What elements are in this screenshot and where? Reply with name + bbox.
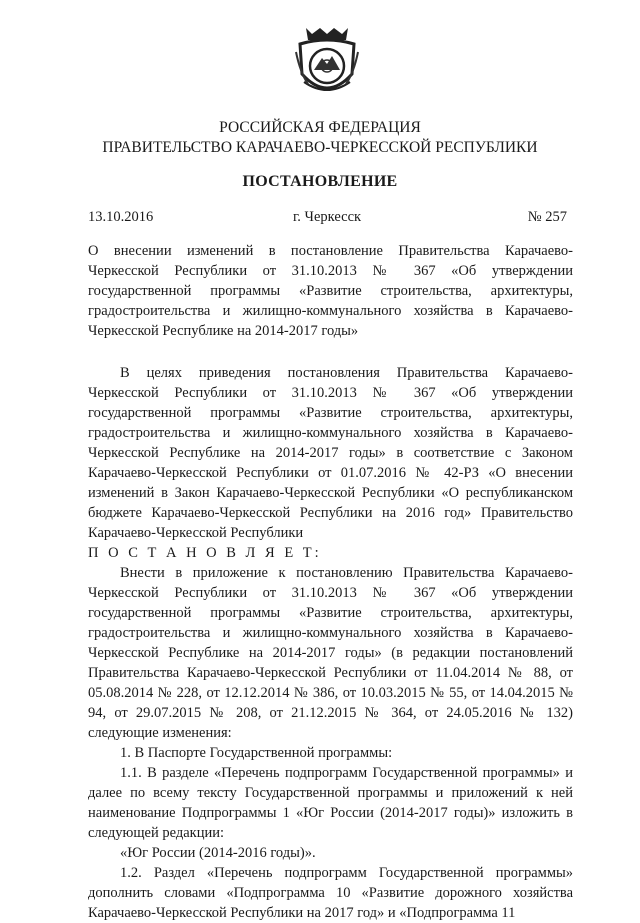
document-date: 13.10.2016 bbox=[88, 209, 154, 225]
changes-paragraph: Внести в приложение к постановлению Правительства Карачаево-Черкесской Республики от 31.10.2013 № 367 «Об утверждении государственной программы «Развитие строительства, архитектуры, градостроительства и жилищно-коммунального хозяйства в Карачаево-Черкесской Республике на 2014-2017 годы» (в редакции постановлений Правительства Карачаево-Черкесской Республики от 11.04.2014 № 88, от 05.08.2014 № 228, от 12.12.2014 № 386, от 10.03.2015 № 55, от 14.04.2015 № 94, от 29.07.2015 № 208, от 21.12.2015 № 364, от 24.05.2016 № 132) следующие изменения: bbox=[88, 565, 573, 741]
preamble-paragraph: В целях приведения постановления Правительства Карачаево-Черкесской Республики от 31.10.2013 № 367 «Об утверждении государственной программы «Развитие строительства, архитектуры, градостроительства и жилищно-коммунального хозяйства в Карачаево-Черкесской Республике на 2014-2017 годы» в соответствие с Законом Карачаево-Черкесской Республики от 01.07.2016 № 42-РЗ «О внесении изменений в Закон Карачаево-Черкесской Республики «О республиканском бюджете Карачаево-Черкесской Республики на 2016 год» Правительство Карачаево-Черкесской Республики bbox=[88, 365, 573, 541]
document-number: № 257 bbox=[527, 209, 567, 225]
document-subject: О внесении изменений в постановление Правительства Карачаево-Черкесской Республики от 31.10.2013 № 367 «Об утверждении государственной программы «Развитие строительства, архитектуры, градостроительства и жилищно-коммунального хозяйства в Карачаево-Черкесской Республике на 2014-2017 годы» bbox=[88, 243, 573, 339]
item-1-2: 1.2. Раздел «Перечень подпрограмм Государственной программы» дополнить словами «Подпрограмма 10 «Развитие дорожного хозяйства Карачаево-Черкесской Республики на 2017 год» и «Подпрограмма 11 bbox=[88, 865, 573, 921]
resolves-heading: П О С Т А Н О В Л Я Е Т: bbox=[88, 545, 322, 561]
document-type-title: ПОСТАНОВЛЕНИЕ bbox=[242, 173, 398, 190]
item-1-1-quote: «Юг России (2014-2016 годы)». bbox=[120, 845, 316, 861]
item-1-1: 1.1. В разделе «Перечень подпрограмм Государственной программы» и далее по всему тексту Государственной программы и приложений к ней наименование Подпрограммы 1 «Юг России (2014-2017 годы)» изложить в следующей редакции: bbox=[88, 765, 573, 841]
item-1: 1. В Паспорте Государственной программы: bbox=[120, 745, 393, 761]
coat-of-arms-icon bbox=[294, 22, 360, 104]
document-body bbox=[88, 363, 573, 923]
header-government: ПРАВИТЕЛЬСТВО КАРАЧАЕВО-ЧЕРКЕССКОЙ РЕСПУБЛИКИ bbox=[102, 139, 538, 156]
document-city: г. Черкесск bbox=[293, 209, 362, 225]
header-country: РОССИЙСКАЯ ФЕДЕРАЦИЯ bbox=[219, 119, 421, 136]
